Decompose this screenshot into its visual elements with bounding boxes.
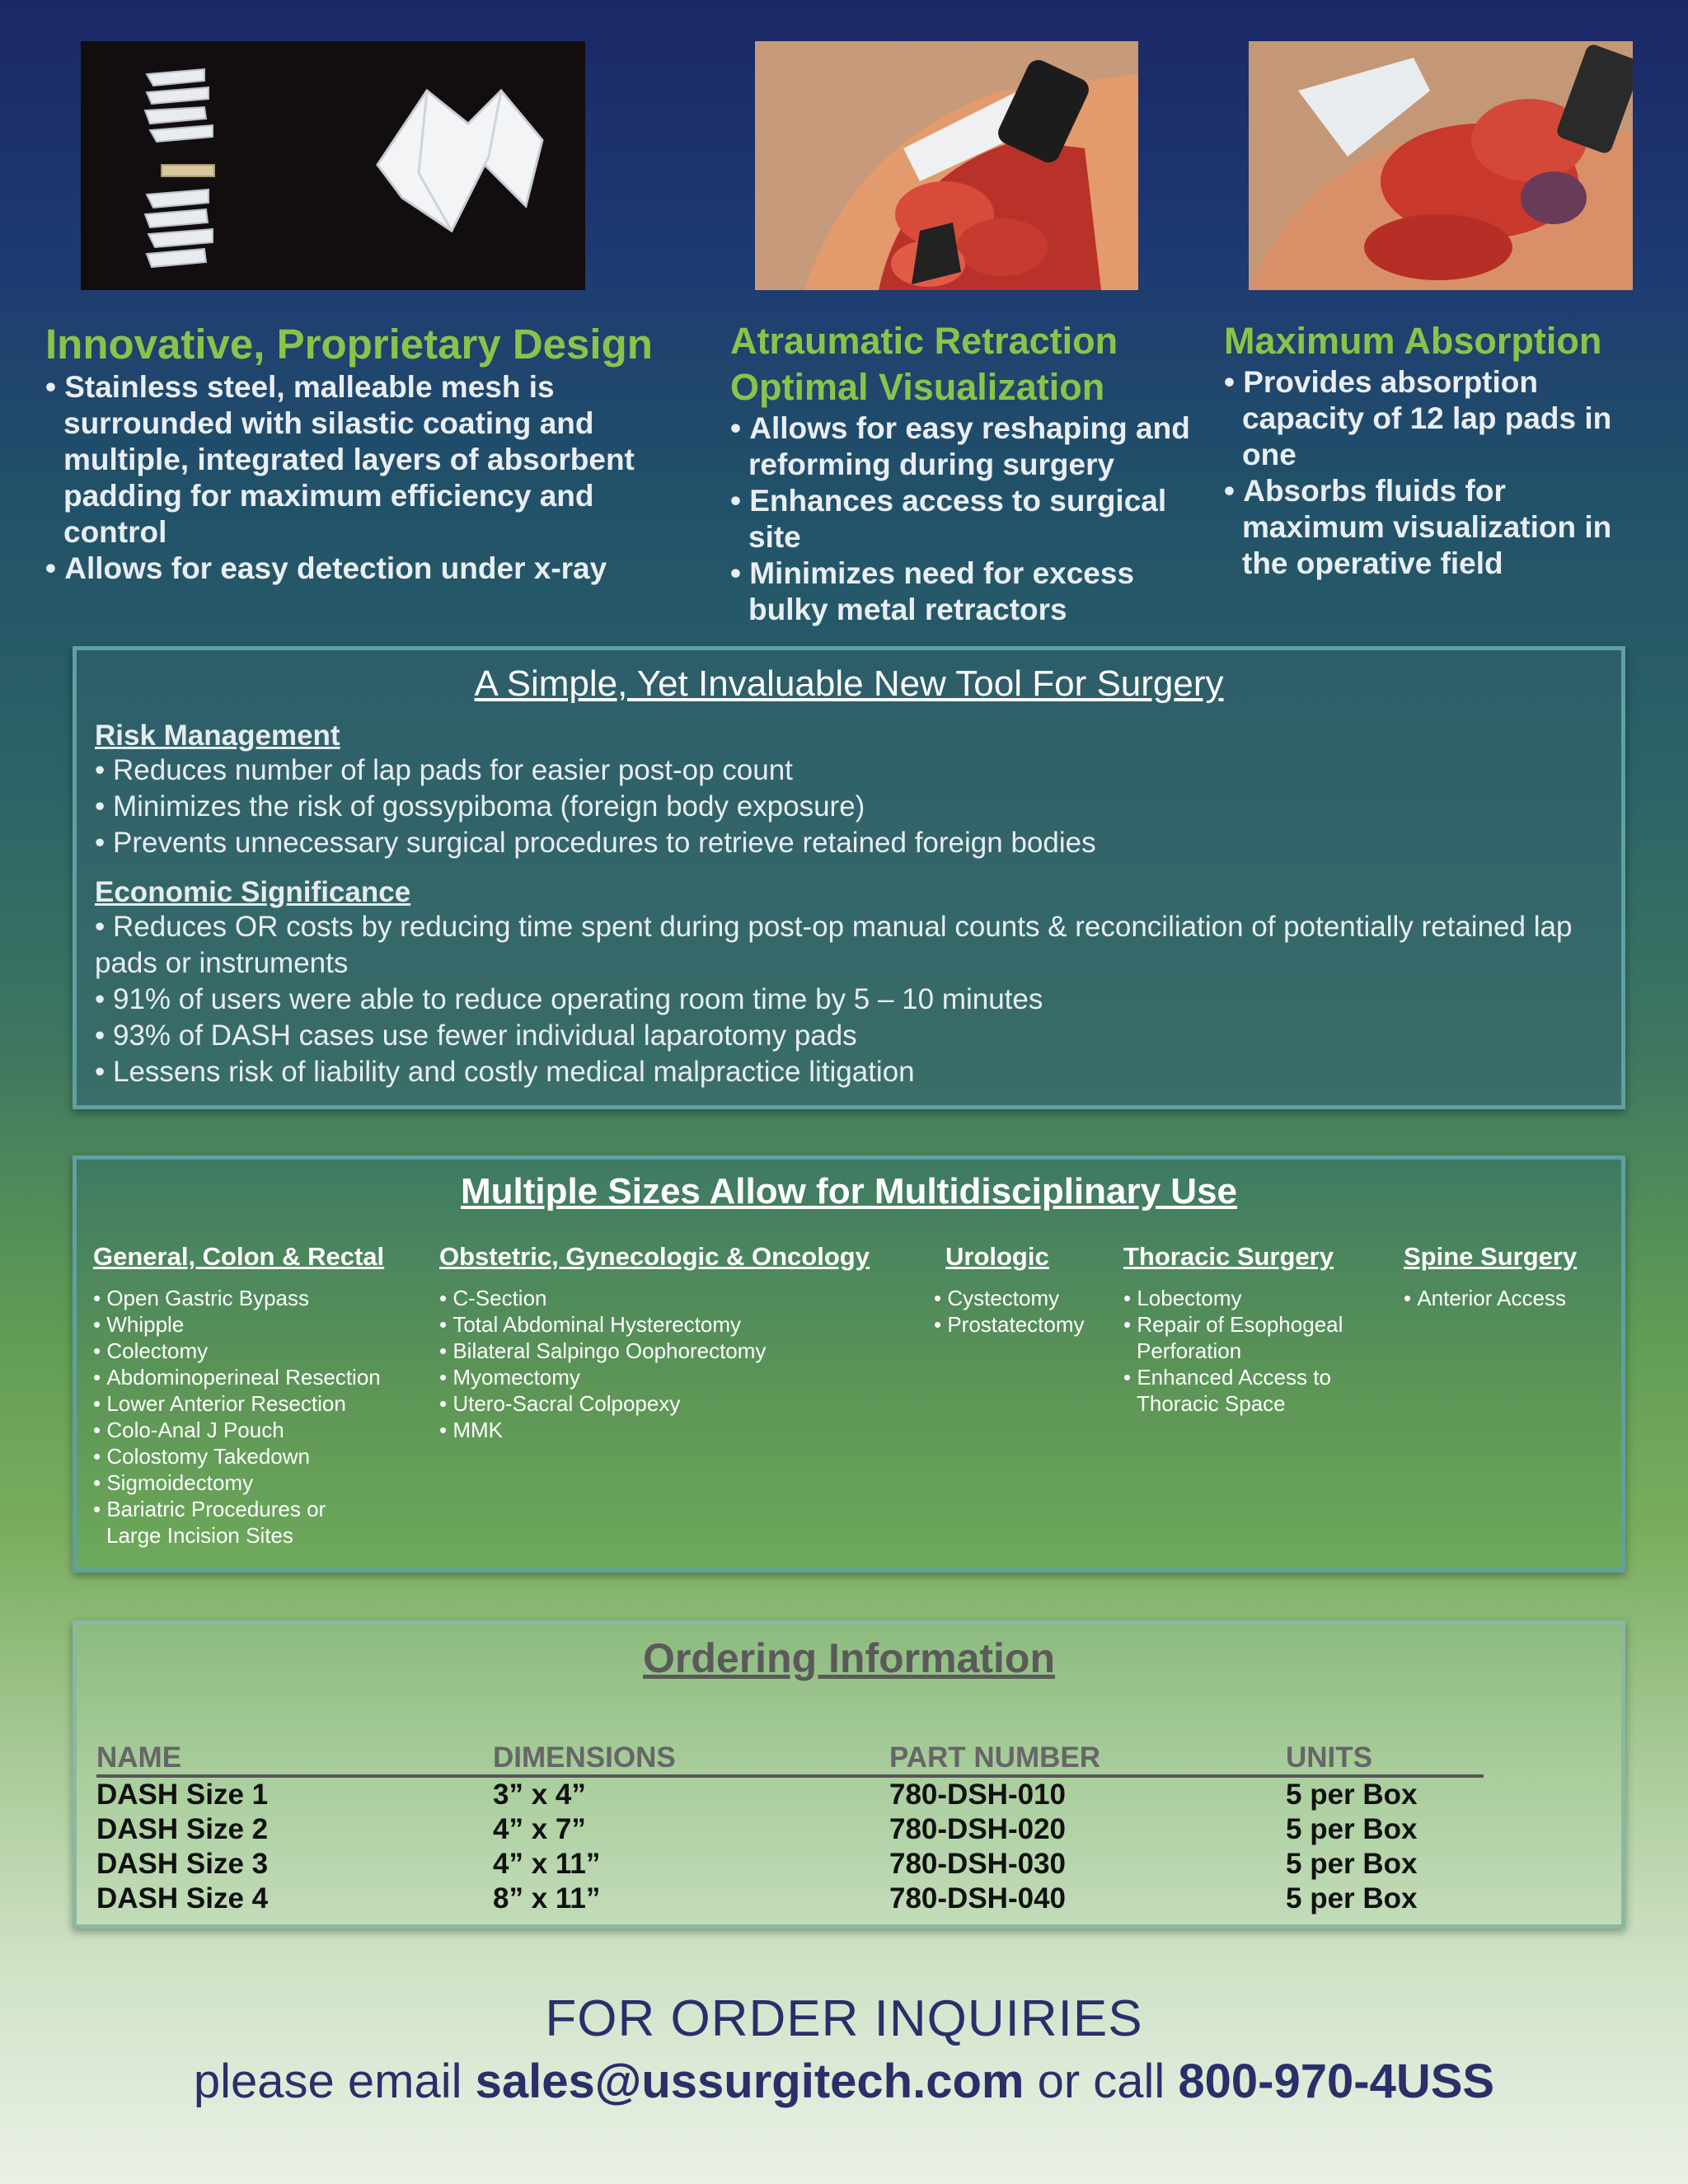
feature-design-bullet: • Stainless steel, malleable mesh is surrounded with silastic coating and multiple, integrated layers of absorbent padding for maximum efficiency and control bbox=[45, 369, 705, 551]
economic-item: • Lessens risk of liability and costly medical malpractice litigation bbox=[95, 1054, 1603, 1090]
category-general bbox=[93, 1242, 431, 1549]
feature-retraction bbox=[730, 318, 1200, 628]
feature-retraction-bullet: • Allows for easy reshaping and reforming during surgery bbox=[730, 410, 1200, 483]
column-header: PART NUMBER bbox=[889, 1740, 1286, 1776]
feature-absorption-bullet: • Absorbs fluids for maximum visualization in the operative field bbox=[1224, 473, 1636, 582]
ordering-table bbox=[96, 1740, 1484, 1916]
surgical-photo-absorption bbox=[1249, 41, 1633, 290]
order-inquiries-heading: FOR ORDER INQUIRIES bbox=[545, 1990, 1143, 2047]
feature-design bbox=[45, 320, 705, 587]
risk-item: • Prevents unnecessary surgical procedures to retrieve retained foreign bodies bbox=[95, 825, 1603, 861]
category-thoracic bbox=[1123, 1242, 1371, 1417]
column-header: DIMENSIONS bbox=[493, 1740, 889, 1776]
cell-part-number: 780-DSH-020 bbox=[889, 1813, 1066, 1845]
risk-management-title: Risk Management bbox=[95, 719, 340, 752]
category-urologic bbox=[934, 1242, 1115, 1338]
table-row bbox=[96, 1882, 1484, 1916]
cell-units: 5 per Box bbox=[1286, 1882, 1418, 1915]
product-photo-pads bbox=[81, 41, 585, 290]
feature-design-title: Innovative, Proprietary Design bbox=[45, 321, 653, 368]
procedure-item: • Lobectomy bbox=[1123, 1285, 1354, 1311]
column-header: UNITS bbox=[1286, 1740, 1484, 1776]
procedure-item: • Bilateral Salpingo Oophorectomy bbox=[439, 1338, 901, 1364]
cell-part-number: 780-DSH-010 bbox=[889, 1779, 1066, 1811]
procedure-item: • Colostomy Takedown bbox=[93, 1443, 431, 1469]
feature-absorption bbox=[1224, 318, 1636, 582]
economic-significance-title: Economic Significance bbox=[95, 876, 411, 908]
email-link[interactable]: sales@ussurgitech.com bbox=[475, 2055, 1025, 2108]
table-row bbox=[96, 1776, 1484, 1812]
cell-dimensions: 8” x 11” bbox=[493, 1882, 601, 1915]
disciplines-panel bbox=[73, 1155, 1625, 1572]
procedure-item: • MMK bbox=[439, 1417, 901, 1443]
cell-dimensions: 4” x 7” bbox=[493, 1813, 586, 1845]
feature-retraction-bullet: • Enhances access to surgical site bbox=[730, 483, 1200, 555]
procedure-item: • Colo-Anal J Pouch bbox=[93, 1417, 431, 1443]
risk-economic-panel bbox=[73, 646, 1625, 1109]
cell-name: DASH Size 1 bbox=[96, 1779, 269, 1811]
feature-retraction-bullet: • Minimizes need for excess bulky metal retractors bbox=[730, 555, 1200, 628]
procedure-item: • Repair of Esophogeal Perforation bbox=[1123, 1311, 1354, 1364]
procedure-item: • Lower Anterior Resection bbox=[93, 1390, 431, 1417]
procedure-item: • Bariatric Procedures or Large Incision Sites bbox=[93, 1496, 354, 1549]
contact-line bbox=[0, 2054, 1688, 2109]
column-header: NAME bbox=[96, 1740, 493, 1776]
cell-dimensions: 4” x 11” bbox=[493, 1848, 601, 1880]
table-row bbox=[96, 1847, 1484, 1882]
procedure-item: • Sigmoidectomy bbox=[93, 1469, 431, 1496]
ordering-panel bbox=[73, 1620, 1625, 1929]
disciplines-panel-heading: Multiple Sizes Allow for Multidisciplinary Use bbox=[460, 1171, 1238, 1212]
procedure-item: • Prostatectomy bbox=[934, 1311, 1115, 1338]
cell-part-number: 780-DSH-040 bbox=[889, 1882, 1066, 1915]
cell-units: 5 per Box bbox=[1286, 1848, 1418, 1880]
category-title: Spine Surgery bbox=[1404, 1242, 1578, 1271]
procedure-item: • Cystectomy bbox=[934, 1285, 1115, 1311]
category-title: Thoracic Surgery bbox=[1123, 1242, 1334, 1271]
economic-item: • 93% of DASH cases use fewer individual laparotomy pads bbox=[95, 1018, 1603, 1054]
category-title: Urologic bbox=[945, 1242, 1049, 1271]
cell-dimensions: 3” x 4” bbox=[493, 1779, 586, 1811]
ordering-heading: Ordering Information bbox=[643, 1635, 1055, 1681]
procedure-item: • Myomectomy bbox=[439, 1364, 901, 1390]
contact-prefix: please email bbox=[193, 2055, 476, 2108]
cell-name: DASH Size 4 bbox=[96, 1882, 269, 1915]
feature-absorption-bullet: • Provides absorption capacity of 12 lap pads in one bbox=[1224, 364, 1636, 473]
surgical-photo-retraction bbox=[755, 41, 1138, 290]
procedure-item: • Abdominoperineal Resection bbox=[93, 1364, 431, 1390]
feature-absorption-title: Maximum Absorption bbox=[1224, 320, 1602, 362]
ordering-header-row bbox=[96, 1740, 1484, 1776]
procedure-item: • Anterior Access bbox=[1404, 1285, 1610, 1311]
table-row bbox=[96, 1812, 1484, 1847]
feature-retraction-title-line1: Atraumatic Retraction bbox=[730, 320, 1118, 362]
risk-panel-heading: A Simple, Yet Invaluable New Tool For Surgery bbox=[474, 663, 1224, 704]
cell-name: DASH Size 3 bbox=[96, 1848, 269, 1880]
feature-retraction-title bbox=[730, 318, 1200, 410]
category-title: General, Colon & Rectal bbox=[93, 1242, 385, 1271]
feature-design-bullet: • Allows for easy detection under x-ray bbox=[45, 551, 705, 587]
economic-item: • Reduces OR costs by reducing time spent during post-op manual counts & reconciliation of potentially retained lap pads or instruments bbox=[95, 909, 1603, 982]
phone-link[interactable]: 800-970-4USS bbox=[1178, 2055, 1495, 2108]
cell-units: 5 per Box bbox=[1286, 1813, 1418, 1845]
feature-retraction-title-line2: Optimal Visualization bbox=[730, 366, 1105, 408]
cell-units: 5 per Box bbox=[1286, 1779, 1418, 1811]
procedure-item: • Total Abdominal Hysterectomy bbox=[439, 1311, 901, 1338]
risk-item: • Reduces number of lap pads for easier post-op count bbox=[95, 752, 1603, 789]
category-obgyn bbox=[439, 1242, 901, 1443]
economic-item: • 91% of users were able to reduce operating room time by 5 – 10 minutes bbox=[95, 982, 1603, 1018]
procedure-item: • Colectomy bbox=[93, 1338, 431, 1364]
procedure-item: • Enhanced Access to Thoracic Space bbox=[1123, 1364, 1354, 1417]
cell-name: DASH Size 2 bbox=[96, 1813, 269, 1845]
procedure-item: • C-Section bbox=[439, 1285, 901, 1311]
procedure-item: • Utero-Sacral Colpopexy bbox=[439, 1390, 901, 1417]
category-spine bbox=[1404, 1242, 1610, 1311]
contact-middle: or call bbox=[1024, 2055, 1179, 2108]
cell-part-number: 780-DSH-030 bbox=[889, 1848, 1066, 1880]
risk-item: • Minimizes the risk of gossypiboma (foreign body exposure) bbox=[95, 789, 1603, 825]
category-title: Obstetric, Gynecologic & Oncology bbox=[439, 1242, 870, 1271]
procedure-item: • Open Gastric Bypass bbox=[93, 1285, 431, 1311]
procedure-item: • Whipple bbox=[93, 1311, 431, 1338]
